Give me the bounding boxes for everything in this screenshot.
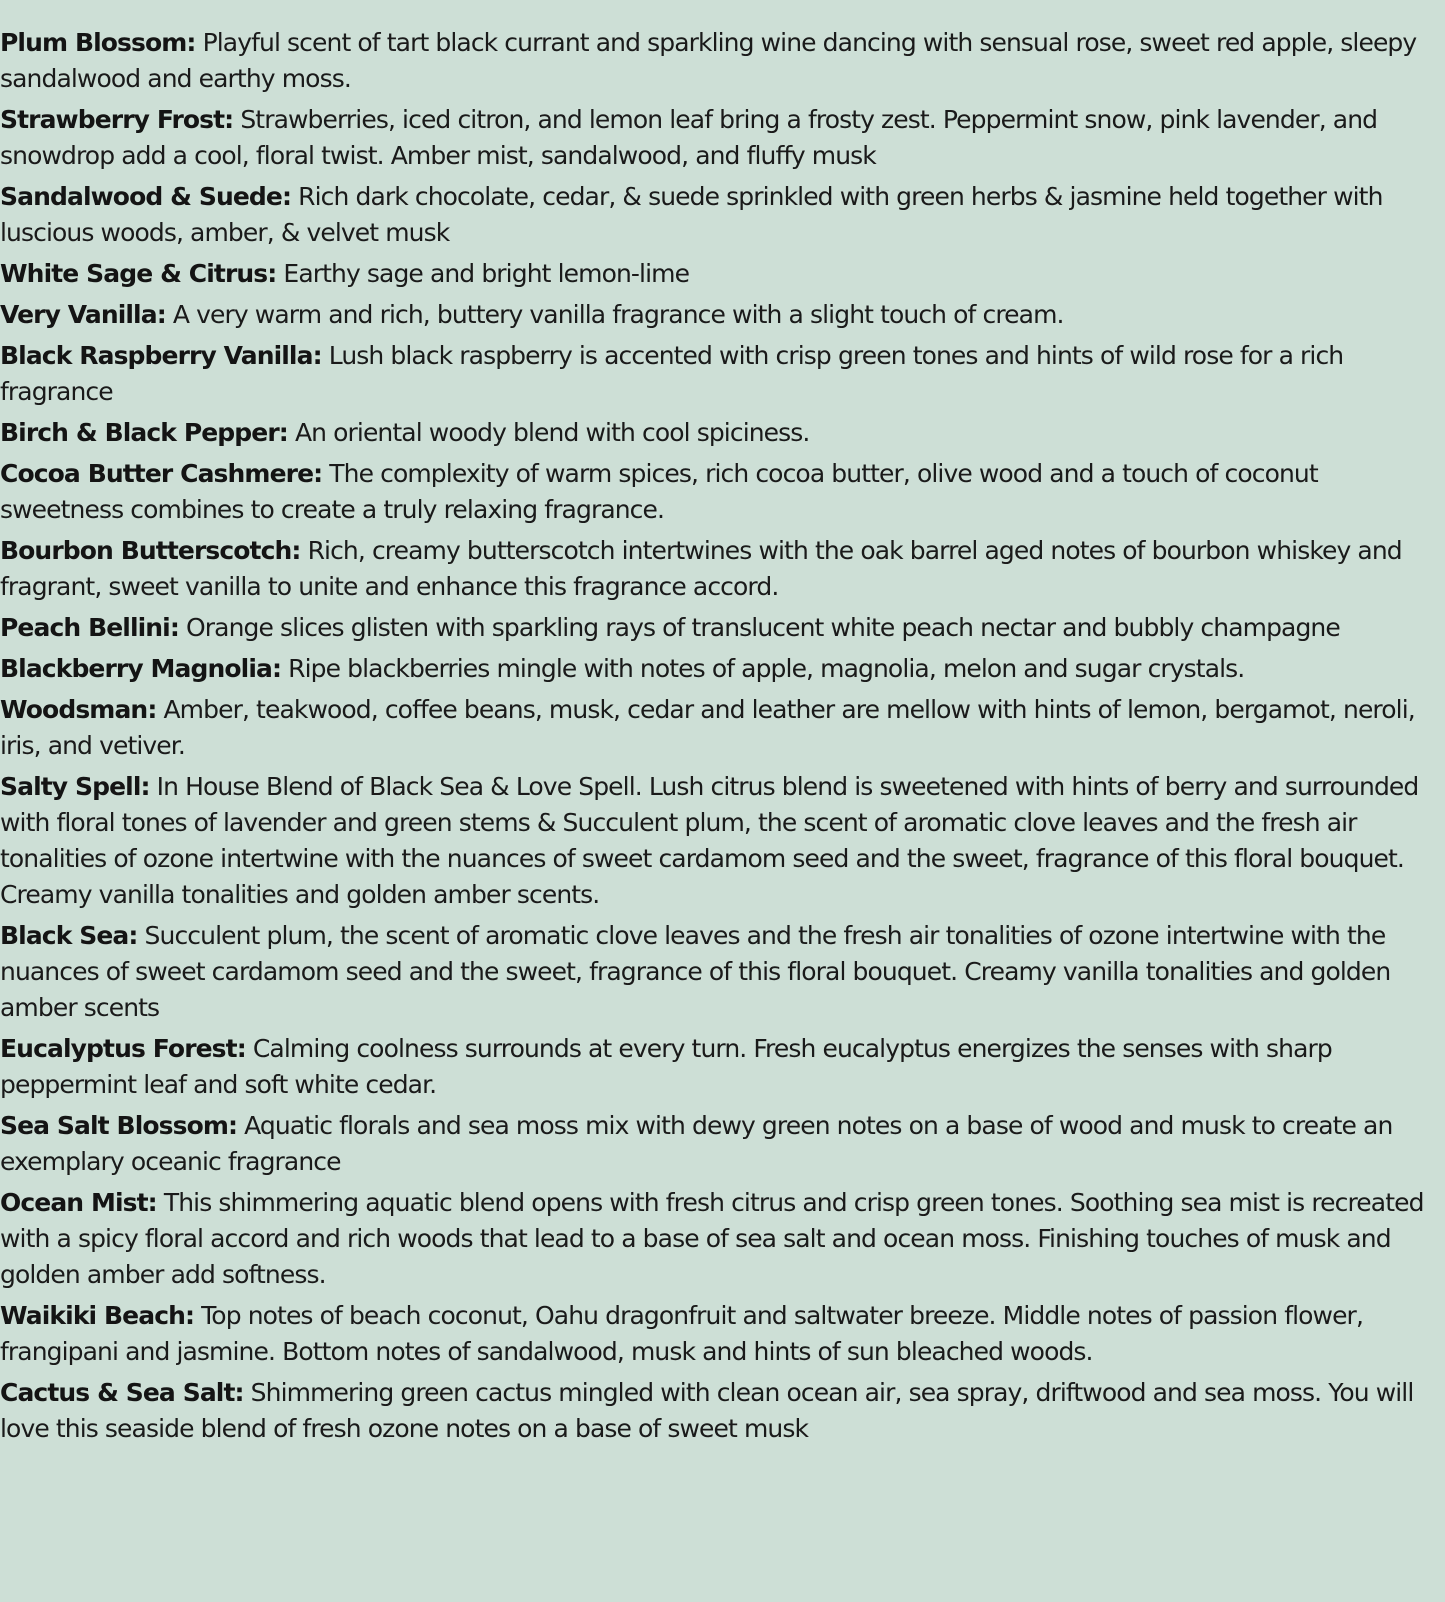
scent-description: In House Blend of Black Sea & Love Spell. Lush citrus blend is sweetened with hints of berry and surrounded with floral tones of lavender and green stems & Succulent plum, the scent of aromatic clove leaves and the fresh air tonalities of ozone intertwine with the nuances of sweet cardamom seed and the sweet, fragrance of this floral bouquet. Creamy vanilla tonalities and golden amber scents. (0, 772, 1419, 909)
scent-description: Playful scent of tart black currant and sparkling wine dancing with sensual rose, sweet red apple, sleepy sandalwood and earthy moss. (0, 28, 1417, 93)
scent-item-black-raspberry-vanilla (0, 338, 1440, 410)
scent-name: Black Raspberry Vanilla: (0, 341, 322, 370)
scent-description: Rich, creamy butterscotch intertwines with the oak barrel aged notes of bourbon whiskey and fragrant, sweet vanilla to unite and enhance this fragrance accord. (0, 536, 1402, 601)
scent-name: Waikiki Beach: (0, 1301, 195, 1330)
scent-item-blackberry-magnolia (0, 651, 1440, 687)
scent-item-cocoa-butter-cashmere (0, 456, 1440, 528)
scent-description: This shimmering aquatic blend opens with fresh citrus and crisp green tones. Soothing sea mist is recreated with a spicy floral accord and rich woods that lead to a base of sea salt and ocean moss. Finishing touches of musk and golden amber add softness. (0, 1188, 1424, 1289)
scent-name: Sandalwood & Suede: (0, 182, 292, 211)
scent-name: Salty Spell: (0, 772, 150, 801)
scent-description: Aquatic florals and sea moss mix with dewy green notes on a base of wood and musk to create an exemplary oceanic fragrance (0, 1111, 1393, 1176)
scent-name: Cocoa Butter Cashmere: (0, 459, 323, 488)
scent-name: Birch & Black Pepper: (0, 418, 288, 447)
scent-name: Strawberry Frost: (0, 105, 234, 134)
scent-name: Woodsman: (0, 695, 157, 724)
scent-description: The complexity of warm spices, rich cocoa butter, olive wood and a touch of coconut sweetness combines to create a truly relaxing fragrance. (0, 459, 1318, 524)
scent-item-black-sea (0, 918, 1440, 1026)
scent-item-cactus-sea-salt (0, 1375, 1440, 1447)
scent-description: Succulent plum, the scent of aromatic clove leaves and the fresh air tonalities of ozone intertwine with the nuances of sweet cardamom seed and the sweet, fragrance of this floral bouquet. Creamy vanilla tonalities and golden amber scents (0, 921, 1391, 1022)
scent-description: Strawberries, iced citron, and lemon leaf bring a frosty zest. Peppermint snow, pink lavender, and snowdrop add a cool, floral twist. Amber mist, sandalwood, and fluffy musk (0, 105, 1378, 170)
scent-name: Very Vanilla: (0, 300, 166, 329)
scent-description: Orange slices glisten with sparkling rays of translucent white peach nectar and bubbly champagne (186, 613, 1340, 642)
scent-item-eucalyptus-forest (0, 1031, 1440, 1103)
scent-description: Calming coolness surrounds at every turn. Fresh eucalyptus energizes the senses with sharp peppermint leaf and soft white cedar. (0, 1034, 1332, 1099)
scent-item-bourbon-butterscotch (0, 533, 1440, 605)
scent-name: Sea Salt Blossom: (0, 1111, 238, 1140)
scent-item-salty-spell (0, 769, 1440, 913)
scent-item-woodsman (0, 692, 1440, 764)
scent-description: Top notes of beach coconut, Oahu dragonfruit and saltwater breeze. Middle notes of passion flower, frangipani and jasmine. Bottom notes of sandalwood, musk and hints of sun bleached woods. (0, 1301, 1363, 1366)
scent-item-waikiki-beach (0, 1298, 1440, 1370)
scent-name: Peach Bellini: (0, 613, 179, 642)
scent-item-sandalwood-suede (0, 179, 1440, 251)
scent-item-ocean-mist (0, 1185, 1440, 1293)
scent-item-peach-bellini (0, 610, 1440, 646)
scent-description: A very warm and rich, buttery vanilla fragrance with a slight touch of cream. (172, 300, 1064, 329)
scent-description: Rich dark chocolate, cedar, & suede sprinkled with green herbs & jasmine held together with luscious woods, amber, & velvet musk (0, 182, 1383, 247)
scent-item-plum-blossom (0, 25, 1440, 97)
scent-description: Ripe blackberries mingle with notes of apple, magnolia, melon and sugar crystals. (288, 654, 1245, 683)
scent-item-sea-salt-blossom (0, 1108, 1440, 1180)
scent-item-very-vanilla (0, 297, 1440, 333)
scent-name: Black Sea: (0, 921, 138, 950)
scent-item-white-sage-citrus (0, 256, 1440, 292)
scent-name: Blackberry Magnolia: (0, 654, 282, 683)
scent-description-list (0, 25, 1440, 1452)
scent-item-strawberry-frost (0, 102, 1440, 174)
scent-name: Cactus & Sea Salt: (0, 1378, 244, 1407)
scent-name: Ocean Mist: (0, 1188, 157, 1217)
scent-name: White Sage & Citrus: (0, 259, 277, 288)
scent-description: Shimmering green cactus mingled with clean ocean air, sea spray, driftwood and sea moss. You will love this seaside blend of fresh ozone notes on a base of sweet musk (0, 1378, 1414, 1443)
scent-description: Earthy sage and bright lemon-lime (283, 259, 690, 288)
scent-description: Amber, teakwood, coffee beans, musk, cedar and leather are mellow with hints of lemon, bergamot, neroli, iris, and vetiver. (0, 695, 1415, 760)
scent-name: Plum Blossom: (0, 28, 196, 57)
scent-item-birch-black-pepper (0, 415, 1440, 451)
scent-description: Lush black raspberry is accented with crisp green tones and hints of wild rose for a rich fragrance (0, 341, 1344, 406)
scent-description: An oriental woody blend with cool spiciness. (294, 418, 810, 447)
scent-name: Eucalyptus Forest: (0, 1034, 246, 1063)
scent-name: Bourbon Butterscotch: (0, 536, 301, 565)
